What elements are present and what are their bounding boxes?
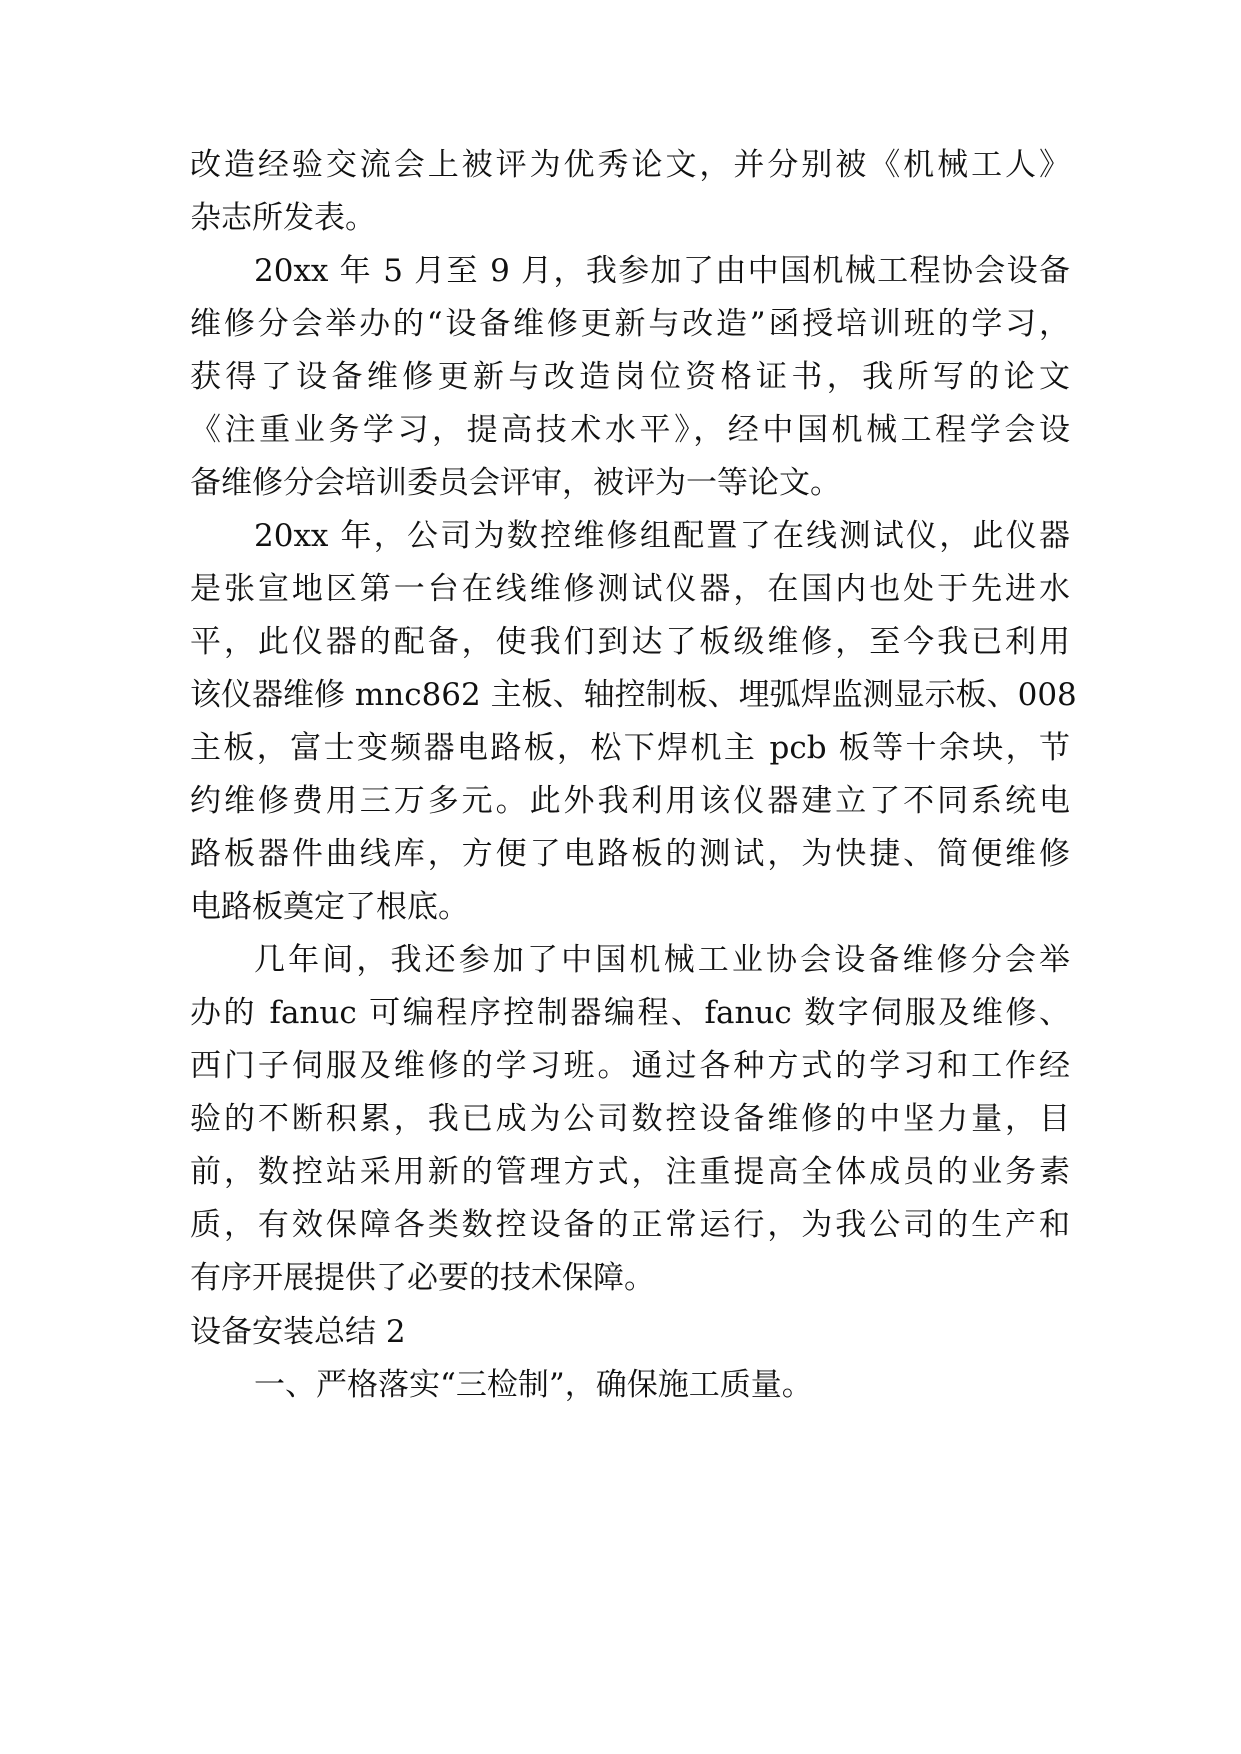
text-line: 前，数控站采用新的管理方式，注重提高全体成员的业务素 xyxy=(190,1154,1070,1190)
text-line: 西门子伺服及维修的学习班。通过各种方式的学习和工作经 xyxy=(190,1048,1070,1084)
text-line: 改造经验交流会上被评为优秀论文，并分别被《机械工人》 xyxy=(190,147,1070,183)
text-line: 验的不断积累，我已成为公司数控设备维修的中坚力量，目 xyxy=(190,1101,1070,1137)
paragraph-first-line: 几年间，我还参加了中国机械工业协会设备维修分会举 xyxy=(254,942,1070,978)
text-line: 路板器件曲线库，方便了电路板的测试，为快捷、简便维修 xyxy=(190,836,1070,872)
section-heading: 设备安装总结 2 xyxy=(190,1314,406,1350)
text-line: 杂志所发表。 xyxy=(190,200,376,236)
section-item: 一、严格落实“三检制”，确保施工质量。 xyxy=(254,1367,813,1403)
text-line: 获得了设备维修更新与改造岗位资格证书，我所写的论文 xyxy=(190,359,1070,395)
text-line: 该仪器维修 mnc862 主板、轴控制板、埋弧焊监测显示板、008 xyxy=(190,677,1077,713)
text-line: 约维修费用三万多元。此外我利用该仪器建立了不同系统电 xyxy=(190,783,1070,819)
text-line: 有序开展提供了必要的技术保障。 xyxy=(190,1260,655,1296)
text-line: 平，此仪器的配备，使我们到达了板级维修，至今我已利用 xyxy=(190,624,1070,660)
text-line: 电路板奠定了根底。 xyxy=(190,889,469,925)
text-line: 办的 fanuc 可编程序控制器编程、fanuc 数字伺服及维修、 xyxy=(190,995,1070,1031)
paragraph-first-line: 20xx 年 5 月至 9 月，我参加了由中国机械工程协会设备 xyxy=(254,253,1070,289)
text-line: 维修分会举办的“设备维修更新与改造”函授培训班的学习， xyxy=(190,306,1070,342)
paragraph-first-line: 20xx 年，公司为数控维修组配置了在线测试仪，此仪器 xyxy=(254,518,1070,554)
text-line: 主板，富士变频器电路板，松下焊机主 pcb 板等十余块，节 xyxy=(190,730,1070,766)
text-line: 《注重业务学习，提高技术水平》，经中国机械工程学会设 xyxy=(190,412,1070,448)
text-line: 是张宣地区第一台在线维修测试仪器，在国内也处于先进水 xyxy=(190,571,1070,607)
text-line: 质，有效保障各类数控设备的正常运行，为我公司的生产和 xyxy=(190,1207,1070,1243)
text-line: 备维修分会培训委员会评审，被评为一等论文。 xyxy=(190,465,841,501)
